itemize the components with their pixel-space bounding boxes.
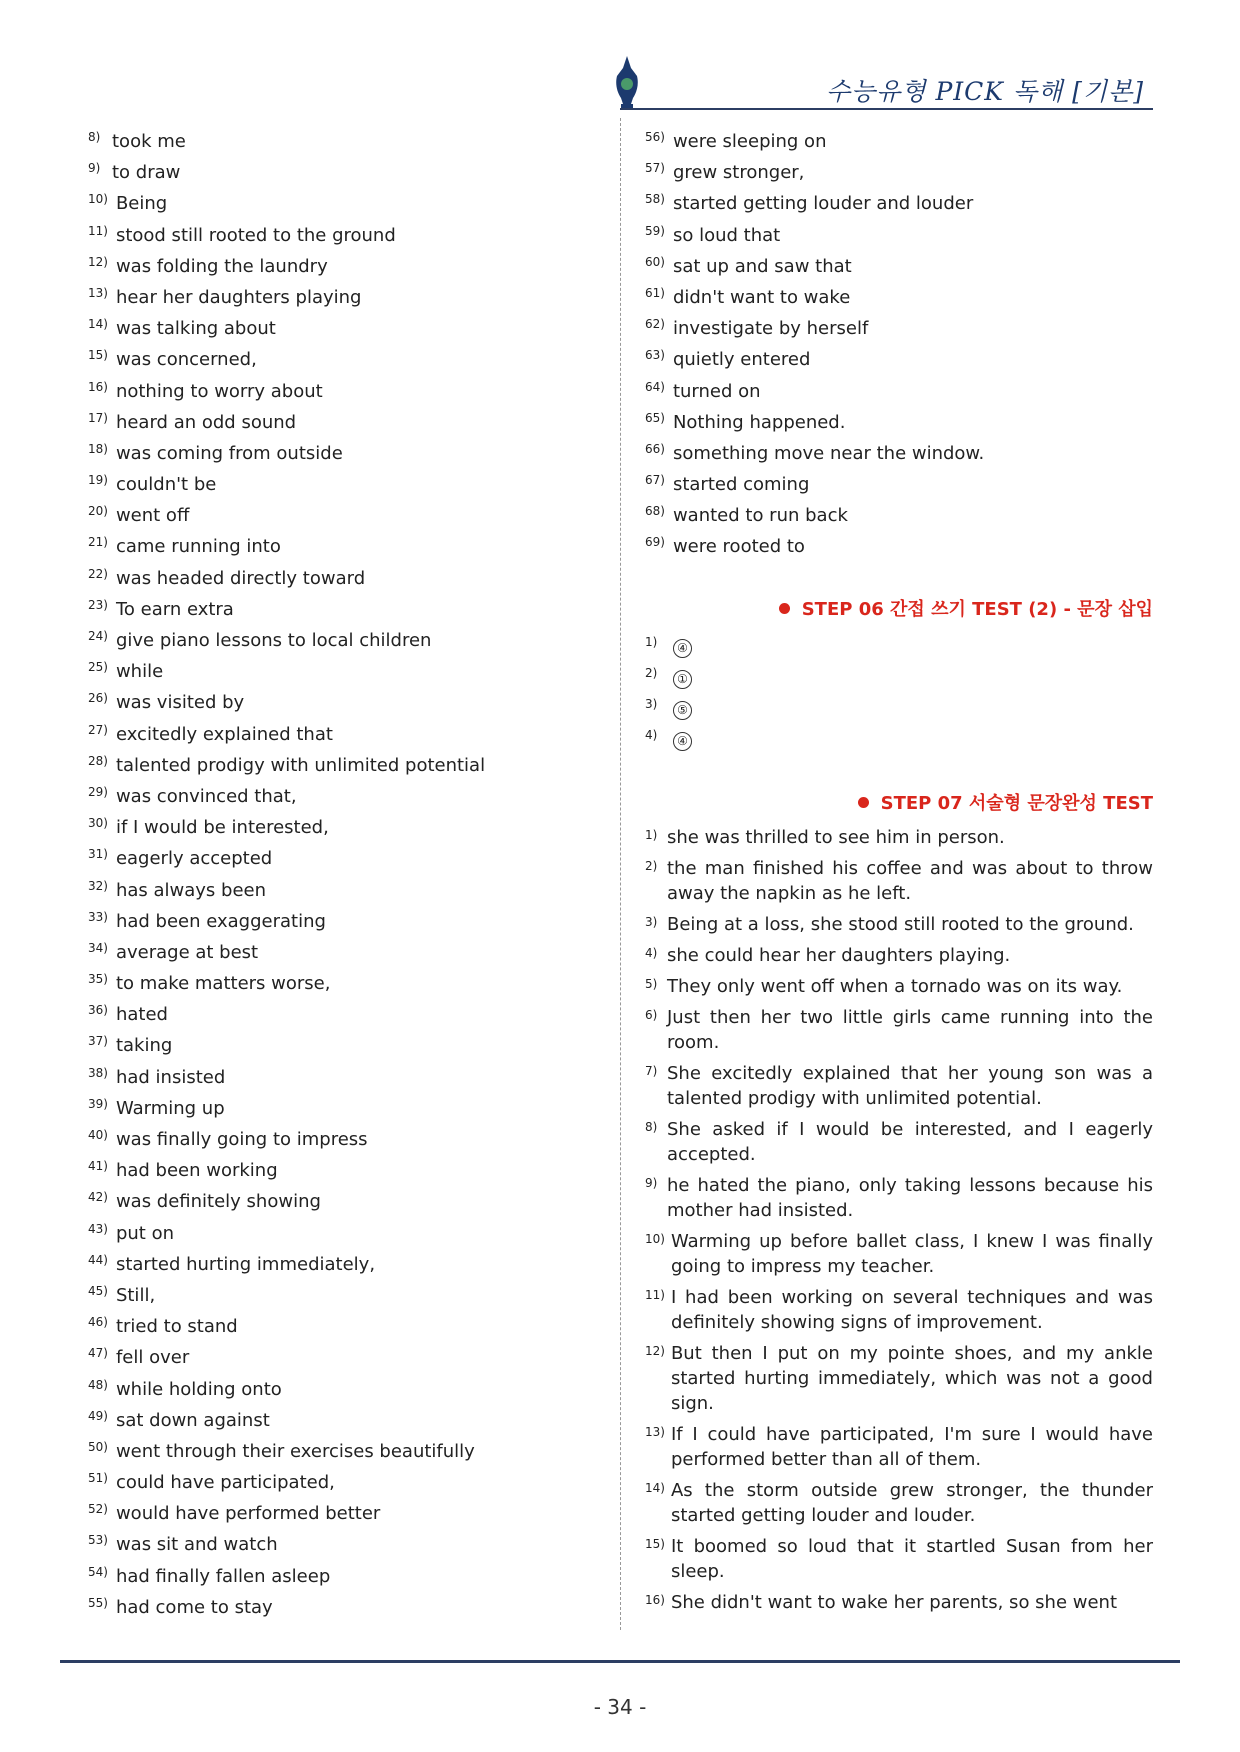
item-number: 51) — [88, 1471, 108, 1486]
item-number: 42) — [88, 1190, 108, 1205]
answer-item — [88, 126, 608, 157]
item-number: 13) — [645, 1424, 665, 1439]
sentence-answer — [645, 1341, 1153, 1416]
item-number: 2) — [645, 858, 658, 873]
answer-item — [645, 251, 1153, 282]
item-number: 23) — [88, 597, 108, 612]
item-text: to make matters worse, — [115, 973, 331, 995]
item-number: 4) — [645, 945, 658, 960]
item-text: something move near the window. — [672, 442, 985, 464]
item-number: 8) — [645, 1119, 658, 1134]
item-text: stood still rooted to the ground — [115, 224, 396, 246]
item-number: 20) — [88, 504, 108, 519]
item-text: hear her daughters playing — [115, 286, 362, 308]
answer-item — [88, 563, 608, 594]
step06-heading-text: STEP 06 간접 쓰기 TEST (2) - 문장 삽입 — [801, 598, 1153, 620]
item-number: 41) — [88, 1159, 108, 1174]
item-number: 10) — [645, 1231, 665, 1246]
answer-item — [88, 531, 608, 562]
answer-item — [88, 1311, 608, 1342]
sentence-answer — [645, 974, 1153, 999]
item-text: sat down against — [115, 1409, 270, 1431]
item-text: sat up and saw that — [672, 255, 852, 277]
item-text: was headed directly toward — [115, 567, 366, 589]
circled-choice: ⑤ — [673, 701, 692, 720]
answer-item — [88, 594, 608, 625]
item-number: 14) — [645, 1480, 665, 1495]
item-number: 36) — [88, 1003, 108, 1018]
answer-item — [88, 656, 608, 687]
item-number: 48) — [88, 1377, 108, 1392]
item-text: started hurting immediately, — [115, 1253, 376, 1275]
item-text: were rooted to — [672, 536, 805, 558]
sentence-answer — [645, 1061, 1153, 1111]
item-number: 30) — [88, 816, 108, 831]
item-number: 33) — [88, 909, 108, 924]
sentence-answer — [645, 1534, 1153, 1584]
answer-item — [88, 937, 608, 968]
item-number: 45) — [88, 1283, 108, 1298]
bullet-dot-icon — [858, 797, 869, 808]
item-text: took me — [112, 131, 186, 152]
sentence-answer — [645, 1285, 1153, 1335]
item-text: would have performed better — [115, 1503, 381, 1525]
choice-answer — [645, 633, 1153, 664]
item-text: average at best — [115, 941, 259, 963]
item-number: 56) — [645, 130, 665, 144]
answer-item — [88, 1592, 608, 1623]
item-number: 12) — [645, 1343, 665, 1358]
answer-item — [88, 812, 608, 843]
item-text: talented prodigy with unlimited potential — [115, 754, 486, 776]
answer-item — [88, 313, 608, 344]
answer-item — [88, 1030, 608, 1061]
item-number: 31) — [88, 847, 108, 862]
item-text: didn't want to wake — [672, 286, 851, 308]
item-number: 57) — [645, 161, 665, 176]
item-text: They only went off when a tornado was on its way. — [667, 975, 1123, 997]
answer-item — [88, 407, 608, 438]
item-number: 25) — [88, 660, 108, 675]
item-text: As the storm outside grew stronger, the thunder started getting louder and louder. — [670, 1479, 1153, 1526]
item-number: 16) — [88, 379, 108, 394]
answer-item — [645, 469, 1153, 500]
bullet-dot-icon — [779, 603, 790, 614]
item-text: he hated the piano, only taking lessons because his mother had insisted. — [667, 1174, 1153, 1221]
item-number: 29) — [88, 784, 108, 799]
item-text: She asked if I would be interested, and I eagerly accepted. — [667, 1118, 1153, 1165]
answer-item — [88, 1467, 608, 1498]
item-text: went through their exercises beautifully — [115, 1440, 475, 1462]
answer-item — [88, 719, 608, 750]
sentence-answer — [645, 1590, 1153, 1615]
item-number: 32) — [88, 878, 108, 893]
answer-item — [88, 1062, 608, 1093]
answer-item — [88, 1342, 608, 1373]
answer-item — [645, 376, 1153, 407]
item-number: 4) — [645, 728, 658, 743]
item-text: was talking about — [115, 318, 276, 340]
item-text: grew stronger, — [672, 162, 805, 184]
item-text: was folding the laundry — [115, 255, 328, 277]
circled-choice: ④ — [673, 732, 692, 751]
item-text: so loud that — [672, 224, 781, 246]
item-text: had been working — [115, 1160, 278, 1182]
item-number: 37) — [88, 1034, 108, 1049]
item-number: 38) — [88, 1065, 108, 1080]
header-rule — [620, 108, 1153, 110]
answer-item — [88, 781, 608, 812]
item-number: 2) — [645, 666, 658, 681]
item-text: To earn extra — [115, 598, 234, 620]
item-text: fell over — [115, 1347, 190, 1369]
sentence-answer — [645, 943, 1153, 968]
answer-item — [645, 157, 1153, 188]
item-text: went off — [115, 505, 190, 527]
item-number: 66) — [645, 441, 665, 456]
item-text: while — [115, 661, 164, 683]
answer-item — [88, 1093, 608, 1124]
item-number: 47) — [88, 1346, 108, 1361]
step06-answers — [645, 633, 1153, 757]
sentence-answer — [645, 856, 1153, 906]
answer-item — [88, 687, 608, 718]
item-number: 35) — [88, 972, 108, 987]
item-number: 9) — [645, 1175, 658, 1190]
item-number: 18) — [88, 441, 108, 456]
item-text: investigate by herself — [672, 318, 869, 340]
item-text: she was thrilled to see him in person. — [667, 826, 1005, 848]
circled-choice: ④ — [673, 639, 692, 658]
answer-item — [88, 999, 608, 1030]
item-text: Just then her two little girls came running into the room. — [667, 1006, 1153, 1053]
item-number: 1) — [645, 827, 658, 842]
answer-item — [88, 376, 608, 407]
item-text: Being — [115, 193, 168, 215]
item-number: 40) — [88, 1128, 108, 1142]
item-text: came running into — [115, 536, 281, 558]
item-text: quietly entered — [672, 349, 811, 371]
item-number: 5) — [645, 976, 658, 991]
item-number: 55) — [88, 1595, 108, 1610]
answer-item — [88, 1249, 608, 1280]
footer-rule — [60, 1660, 1180, 1663]
item-number: 63) — [645, 348, 665, 363]
item-text: while holding onto — [115, 1378, 282, 1400]
item-number: 22) — [88, 566, 108, 581]
item-text: turned on — [672, 380, 761, 402]
item-text: was visited by — [115, 692, 245, 714]
answer-item — [88, 1186, 608, 1217]
answer-item — [88, 1498, 608, 1529]
sentence-answer — [645, 825, 1153, 850]
sentence-answer — [645, 912, 1153, 937]
item-text: to draw — [112, 162, 181, 184]
item-number: 15) — [645, 1536, 665, 1551]
answer-item — [645, 220, 1153, 251]
item-number: 9) — [88, 161, 101, 176]
answer-item — [88, 438, 608, 469]
item-number: 17) — [88, 410, 108, 425]
answer-item — [88, 282, 608, 313]
answer-item — [645, 344, 1153, 375]
item-number: 54) — [88, 1564, 108, 1579]
item-number: 50) — [88, 1439, 108, 1454]
sentence-answer — [645, 1005, 1153, 1055]
step07-answers — [645, 825, 1153, 1615]
left-answer-column — [88, 126, 608, 1623]
answer-item — [88, 875, 608, 906]
answer-item — [88, 220, 608, 251]
item-text: wanted to run back — [672, 505, 848, 527]
item-number: 10) — [88, 192, 108, 207]
answer-item — [88, 1374, 608, 1405]
item-number: 3) — [645, 697, 658, 712]
answer-item — [645, 407, 1153, 438]
item-text: heard an odd sound — [115, 411, 297, 433]
continued-answer-list — [645, 126, 1153, 563]
item-text: had finally fallen asleep — [115, 1565, 331, 1587]
sentence-answer — [645, 1478, 1153, 1528]
answer-item — [88, 1405, 608, 1436]
book-title: 수능유형 PICK 독해 [기본] — [825, 77, 1144, 106]
item-text: the man finished his coffee and was about to throw away the napkin as he left. — [667, 857, 1153, 904]
item-text: give piano lessons to local children — [115, 630, 432, 651]
item-text: If I could have participated, I'm sure I would have performed better than all of them. — [670, 1423, 1153, 1470]
item-text: was sit and watch — [115, 1534, 278, 1556]
item-text: was finally going to impress — [115, 1129, 368, 1150]
item-text: was definitely showing — [115, 1191, 321, 1213]
item-number: 39) — [88, 1096, 108, 1111]
answer-item — [88, 625, 608, 656]
item-number: 58) — [645, 192, 665, 207]
answer-item — [645, 531, 1153, 562]
answer-item — [88, 188, 608, 219]
item-text: if I would be interested, — [115, 817, 329, 839]
item-text: Still, — [115, 1284, 156, 1306]
answer-item — [88, 251, 608, 282]
answer-item — [88, 1218, 608, 1249]
item-number: 3) — [645, 914, 658, 929]
item-number: 65) — [645, 410, 665, 425]
item-number: 24) — [88, 629, 108, 643]
step06-heading — [645, 593, 1153, 627]
answer-item — [645, 313, 1153, 344]
item-text: eagerly accepted — [115, 848, 273, 870]
page-number: - 34 - — [593, 1695, 647, 1719]
item-number: 43) — [88, 1221, 108, 1236]
item-text: nothing to worry about — [115, 380, 323, 402]
item-text: Warming up before ballet class, I knew I was finally going to impress my teacher. — [670, 1230, 1153, 1277]
item-text: she could hear her daughters playing. — [667, 944, 1011, 966]
item-number: 59) — [645, 223, 665, 238]
answer-item — [645, 188, 1153, 219]
right-answer-column — [645, 126, 1153, 1621]
answer-item — [88, 1529, 608, 1560]
answer-item — [645, 500, 1153, 531]
item-text: Nothing happened. — [672, 411, 846, 433]
answer-item — [88, 344, 608, 375]
answer-item — [88, 750, 608, 781]
item-number: 26) — [88, 691, 108, 706]
answer-item — [88, 500, 608, 531]
item-text: It boomed so loud that it startled Susan from her sleep. — [670, 1535, 1153, 1582]
answer-item — [88, 1561, 608, 1592]
item-text: couldn't be — [115, 474, 217, 496]
step07-heading — [645, 787, 1153, 821]
item-text: was coming from outside — [115, 442, 343, 464]
item-number: 27) — [88, 722, 108, 737]
item-text: started getting louder and louder — [672, 193, 974, 215]
item-number: 12) — [88, 254, 108, 269]
answer-item — [88, 1155, 608, 1186]
item-text: Being at a loss, she stood still rooted to the ground. — [667, 913, 1134, 935]
sentence-answer — [645, 1117, 1153, 1167]
step07-heading-text: STEP 07 서술형 문장완성 TEST — [880, 792, 1153, 814]
choice-answer — [645, 726, 1153, 757]
item-number: 11) — [645, 1287, 665, 1302]
item-number: 6) — [645, 1007, 658, 1022]
answer-item — [88, 1436, 608, 1467]
item-text: tried to stand — [115, 1316, 238, 1338]
item-text: were sleeping on — [672, 131, 827, 152]
item-text: had been exaggerating — [115, 910, 326, 932]
answer-item — [88, 469, 608, 500]
item-text: was concerned, — [115, 349, 257, 371]
pen-nib-logo — [613, 54, 641, 110]
item-number: 19) — [88, 473, 108, 488]
item-text: She didn't want to wake her parents, so she went — [670, 1591, 1118, 1613]
item-text: hated — [115, 1004, 168, 1026]
item-number: 60) — [645, 254, 665, 269]
answer-item — [88, 906, 608, 937]
item-text: could have participated, — [115, 1472, 335, 1494]
item-number: 21) — [88, 535, 108, 550]
item-text: was convinced that, — [115, 785, 297, 807]
item-number: 69) — [645, 535, 665, 550]
item-text: She excitedly explained that her young son was a talented prodigy with unlimited potential. — [667, 1062, 1153, 1109]
item-number: 53) — [88, 1533, 108, 1548]
item-number: 13) — [88, 285, 108, 300]
item-number: 34) — [88, 940, 108, 955]
item-text: had insisted — [115, 1066, 226, 1088]
item-text: had come to stay — [115, 1596, 273, 1618]
item-number: 8) — [88, 130, 101, 144]
item-number: 16) — [645, 1592, 665, 1607]
answer-item — [645, 282, 1153, 313]
item-text: excitedly explained that — [115, 723, 333, 745]
item-text: But then I put on my pointe shoes, and my ankle started hurting immediately, which was not a good sign. — [670, 1342, 1153, 1414]
item-number: 46) — [88, 1315, 108, 1330]
item-text: Warming up — [115, 1097, 225, 1119]
item-number: 61) — [645, 285, 665, 300]
item-text: I had been working on several techniques and was definitely showing signs of improvement. — [670, 1286, 1153, 1333]
item-number: 1) — [645, 635, 658, 650]
item-number: 11) — [88, 223, 108, 238]
choice-answer — [645, 695, 1153, 726]
item-number: 68) — [645, 504, 665, 519]
answer-item — [645, 126, 1153, 157]
sentence-answer — [645, 1229, 1153, 1279]
sentence-answer — [645, 1173, 1153, 1223]
item-number: 67) — [645, 473, 665, 488]
answer-item — [88, 1280, 608, 1311]
answer-item — [88, 1124, 608, 1155]
item-text: taking — [115, 1035, 173, 1057]
item-number: 14) — [88, 317, 108, 332]
answer-item — [645, 438, 1153, 469]
item-number: 49) — [88, 1408, 108, 1423]
item-number: 15) — [88, 348, 108, 363]
item-number: 7) — [645, 1063, 658, 1078]
item-text: started coming — [672, 474, 810, 496]
item-text: put on — [115, 1222, 174, 1244]
answer-item — [88, 157, 608, 188]
item-number: 64) — [645, 379, 665, 394]
item-number: 44) — [88, 1252, 108, 1267]
item-number: 28) — [88, 753, 108, 768]
circled-choice: ① — [673, 670, 692, 689]
item-number: 62) — [645, 317, 665, 332]
column-divider — [620, 118, 621, 1630]
answer-item — [88, 843, 608, 874]
choice-answer — [645, 664, 1153, 695]
answer-item — [88, 968, 608, 999]
sentence-answer — [645, 1422, 1153, 1472]
item-text: has always been — [115, 879, 267, 901]
item-number: 52) — [88, 1502, 108, 1517]
